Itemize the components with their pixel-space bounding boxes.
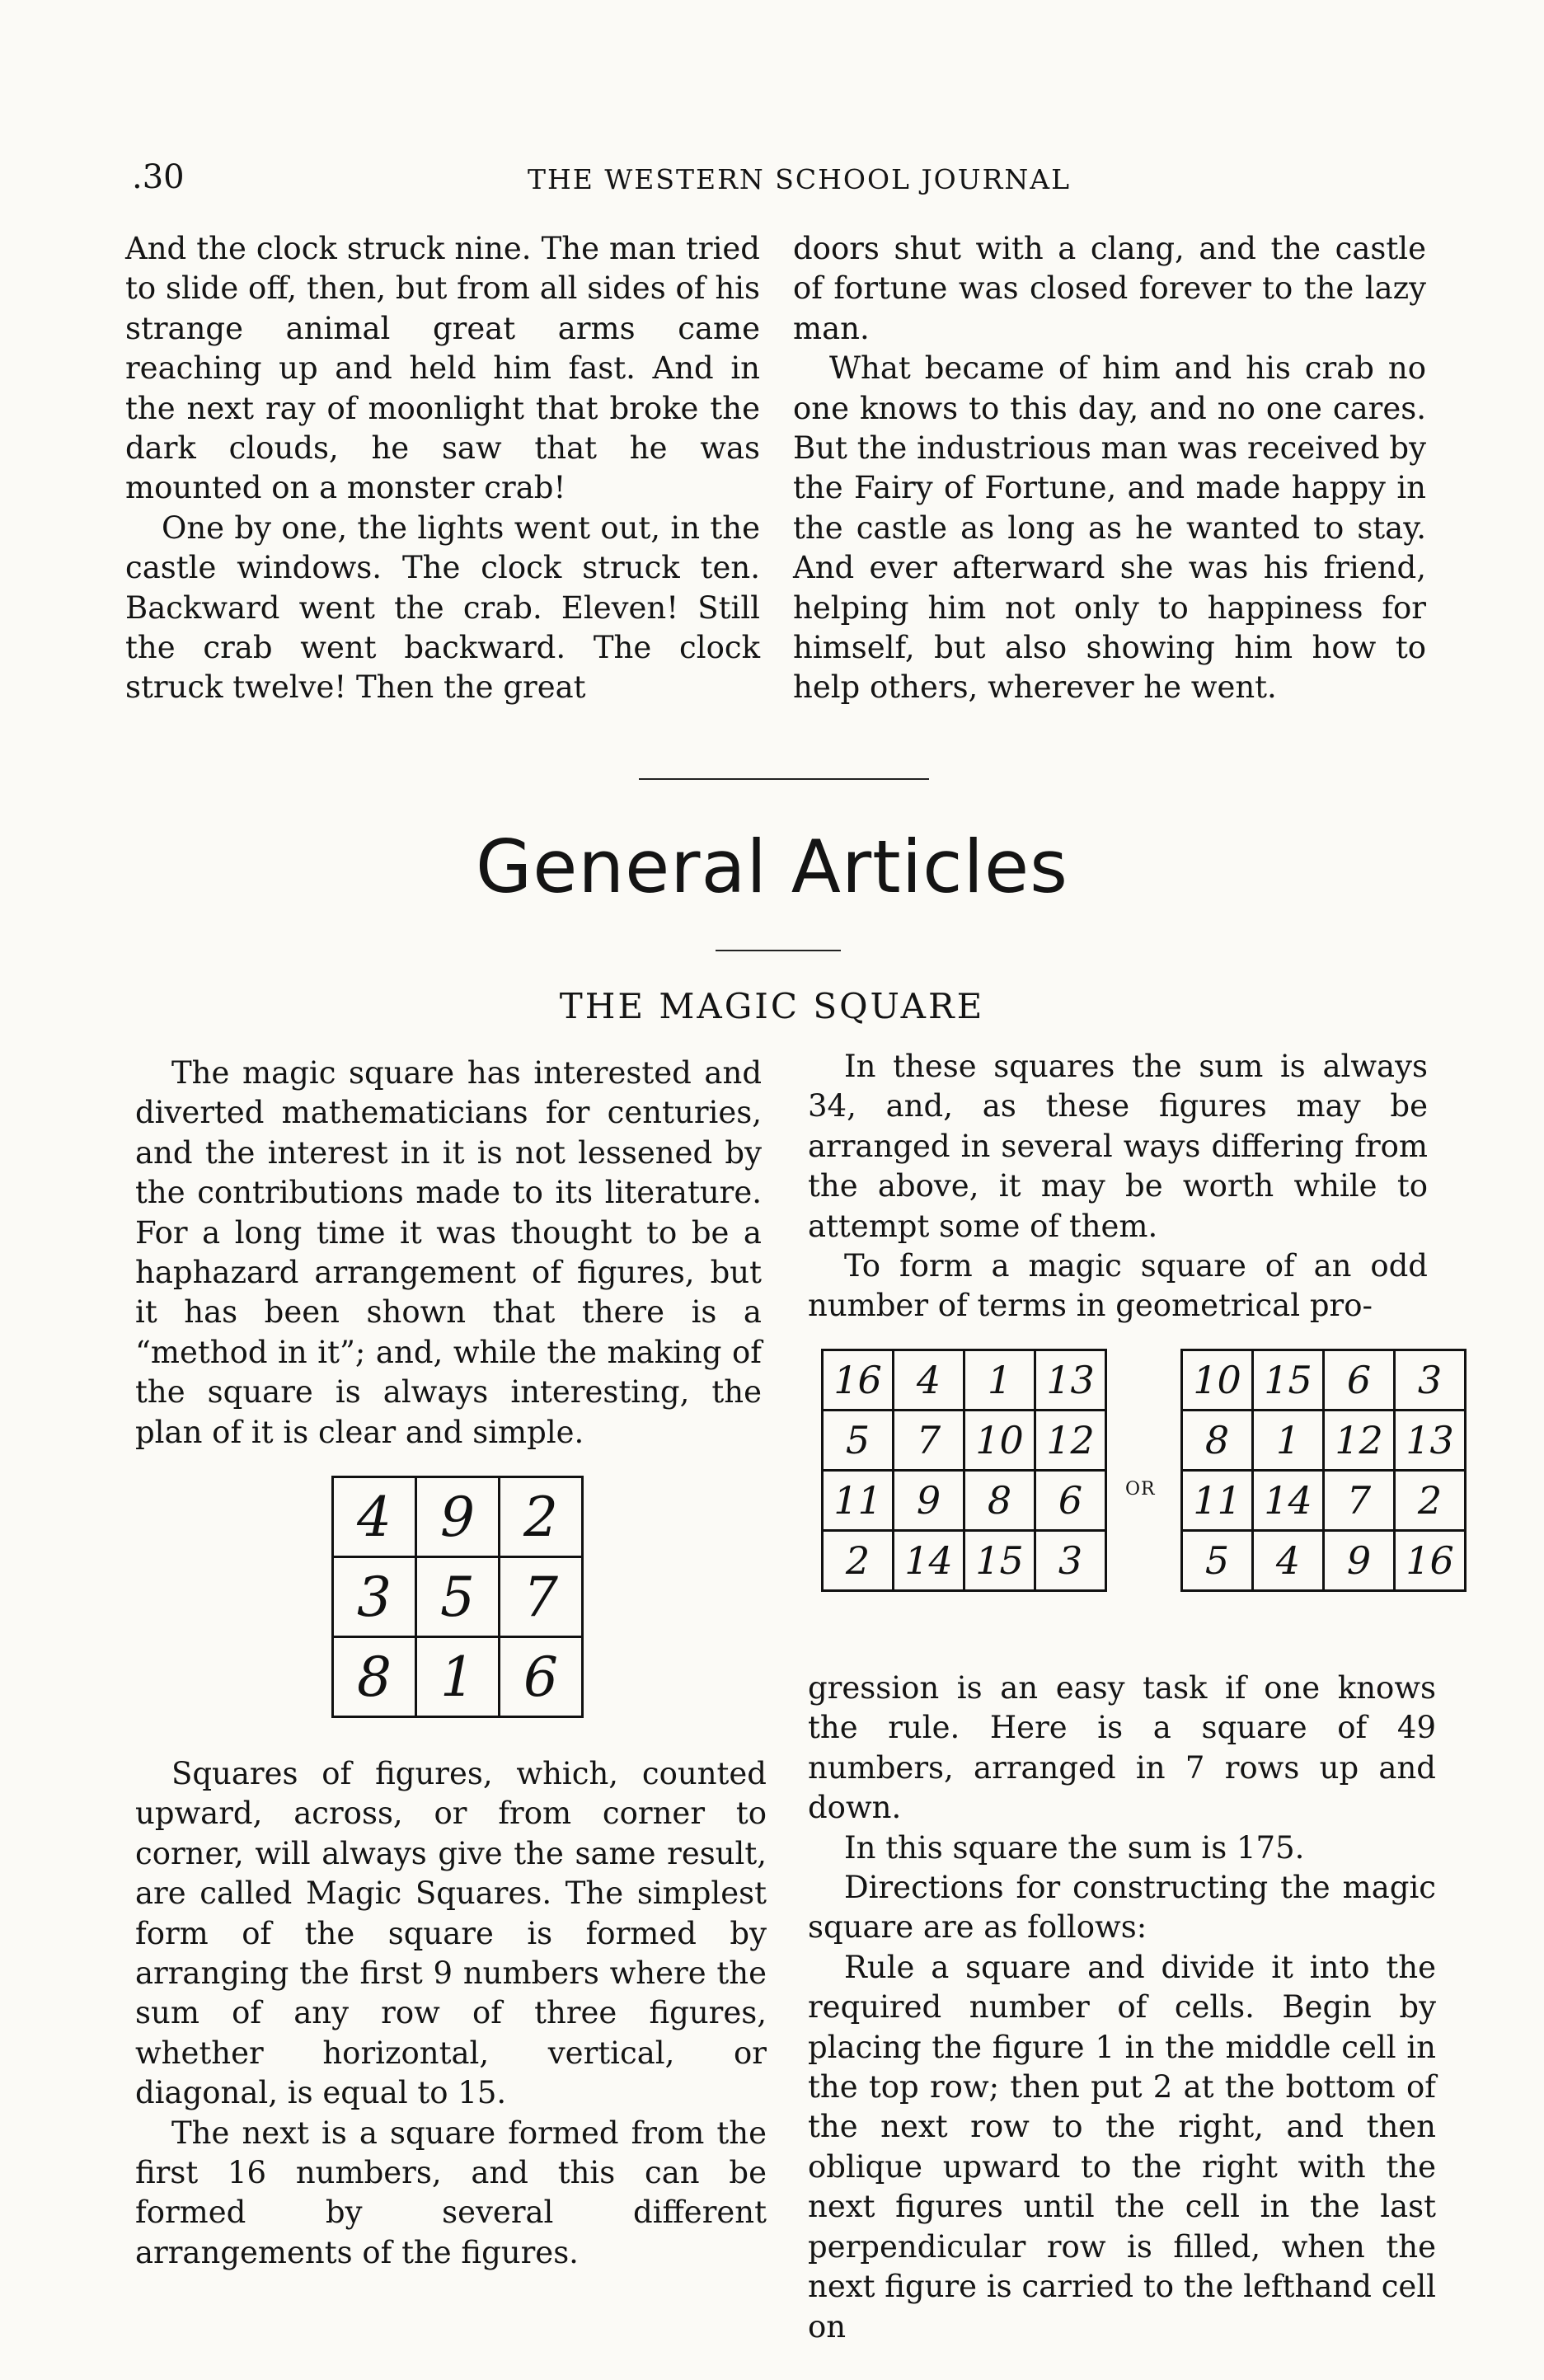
square-cell: 1 bbox=[964, 1350, 1035, 1411]
square-cell: 1 bbox=[1253, 1411, 1324, 1471]
square-cell: 4 bbox=[333, 1477, 416, 1557]
square-cell: 13 bbox=[1035, 1350, 1106, 1411]
square-cell: 5 bbox=[1182, 1531, 1253, 1591]
square-cell: 9 bbox=[416, 1477, 500, 1557]
page-number: .30 bbox=[132, 158, 185, 196]
magic-square-4x4-a bbox=[821, 1349, 1107, 1592]
square-cell: 2 bbox=[823, 1531, 894, 1591]
square-cell: 12 bbox=[1324, 1411, 1395, 1471]
square-cell: 1 bbox=[416, 1637, 500, 1717]
story-paragraph: One by one, the lights went out, in the castle windows. The clock struck ten. Backward went the crab. Eleven! Still the crab went backward. The clock struck twelve! Then the great bbox=[125, 509, 760, 706]
article-title: THE MAGIC SQUARE bbox=[559, 986, 985, 1026]
square-cell: 2 bbox=[500, 1477, 583, 1557]
section-divider bbox=[639, 778, 929, 780]
article-paragraph: gression is an easy task if one knows the rule. Here is a square of 49 numbers, arranged in 7 rows up and down. bbox=[808, 1670, 1436, 1826]
square-cell: 3 bbox=[333, 1557, 416, 1637]
square-cell: 3 bbox=[1395, 1350, 1466, 1411]
article-paragraph: Rule a square and divide it into the required number of cells. Begin by placing the figure 1 in the middle cell in the top row; then put 2 at the bottom of the next row to the right, and then oblique upward to the right with the next figures until the cell in the last perpendicular row is filled, when the next figure is carried to the lefthand cell on bbox=[808, 1949, 1436, 2345]
square-cell: 2 bbox=[1395, 1471, 1466, 1531]
square-cell: 5 bbox=[416, 1557, 500, 1637]
square-cell: 16 bbox=[1395, 1531, 1466, 1591]
article-paragraph: The next is a square formed from the first 16 numbers, and this can be formed by several different arrangements of the figures. bbox=[135, 2115, 767, 2270]
square-cell: 7 bbox=[894, 1411, 964, 1471]
square-cell: 15 bbox=[964, 1531, 1035, 1591]
square-cell: 7 bbox=[1324, 1471, 1395, 1531]
square-cell: 8 bbox=[333, 1637, 416, 1717]
article-paragraph: In these squares the sum is always 34, and, as these figures may be arranged in several ways differing from the above, it may be worth while to attempt some of them. bbox=[808, 1049, 1428, 1244]
square-cell: 11 bbox=[823, 1471, 894, 1531]
square-cell: 16 bbox=[823, 1350, 894, 1411]
story-column-left bbox=[125, 229, 760, 708]
square-cell: 7 bbox=[500, 1557, 583, 1637]
magic-square-3x3 bbox=[331, 1476, 584, 1718]
square-cell: 10 bbox=[964, 1411, 1035, 1471]
article-paragraph: The magic square has interested and diverted mathematicians for centuries, and the interest in it is not lessened by the contributions made to its literature. For a long time it was thought to be a haphazard arrangement of figures, but it has been shown that there is a “method in it”; and, while the making of the square is always interesting, the plan of it is clear and simple. bbox=[135, 1055, 762, 1450]
article-paragraph: Directions for constructing the magic square are as follows: bbox=[808, 1870, 1436, 1946]
square-cell: 14 bbox=[1253, 1471, 1324, 1531]
square-cell: 6 bbox=[1035, 1471, 1106, 1531]
square-cell: 6 bbox=[1324, 1350, 1395, 1411]
square-cell: 12 bbox=[1035, 1411, 1106, 1471]
square-cell: 13 bbox=[1395, 1411, 1466, 1471]
square-cell: 10 bbox=[1182, 1350, 1253, 1411]
square-cell: 5 bbox=[823, 1411, 894, 1471]
square-cell: 9 bbox=[1324, 1531, 1395, 1591]
article-paragraph: To form a magic square of an odd number of terms in geometrical pro- bbox=[808, 1248, 1428, 1324]
or-label: OR bbox=[1125, 1479, 1156, 1500]
square-cell: 11 bbox=[1182, 1471, 1253, 1531]
square-cell: 15 bbox=[1253, 1350, 1324, 1411]
article-paragraph: In this square the sum is 175. bbox=[844, 1829, 1305, 1866]
magic-square-4x4-b bbox=[1180, 1349, 1467, 1592]
story-column-right bbox=[793, 229, 1426, 708]
article-column-left-bottom bbox=[135, 1754, 767, 2273]
square-cell: 4 bbox=[1253, 1531, 1324, 1591]
square-cell: 14 bbox=[894, 1531, 964, 1591]
story-paragraph: And the clock struck nine. The man tried to slide off, then, but from all sides of his strange animal great arms came reaching up and held him fast. And in the next ray of moonlight that broke the dark clouds, he saw that he was mounted on a monster crab! bbox=[125, 231, 760, 506]
title-divider bbox=[716, 950, 841, 951]
square-cell: 4 bbox=[894, 1350, 964, 1411]
article-column-right-top bbox=[808, 1047, 1428, 1326]
article-paragraph: Squares of figures, which, counted upward, across, or from corner to corner, will always give the same result, are called Magic Squares. The simplest form of the square is formed by arranging the first 9 numbers where the sum of any row of three figures, whether horizontal, vertical, or diagonal, is equal to 15. bbox=[135, 1756, 767, 2111]
article-column-right-bottom bbox=[808, 1669, 1436, 2347]
square-cell: 3 bbox=[1035, 1531, 1106, 1591]
article-column-left-top bbox=[135, 1054, 762, 1453]
story-paragraph: What became of him and his crab no one knows to this day, and no one cares. But the industrious man was received by the Fairy of Fortune, and made happy in the castle as long as he wanted to stay. And ever afterward she was his friend, helping him not only to happiness for himself, but also showing him how to help others, wherever he went. bbox=[793, 350, 1426, 706]
story-paragraph: doors shut with a clang, and the castle of fortune was closed forever to the lazy man. bbox=[793, 231, 1426, 346]
section-title: General Articles bbox=[476, 824, 1068, 909]
square-cell: 6 bbox=[500, 1637, 583, 1717]
square-cell: 8 bbox=[1182, 1411, 1253, 1471]
journal-title: THE WESTERN SCHOOL JOURNAL bbox=[528, 163, 1072, 195]
square-cell: 9 bbox=[894, 1471, 964, 1531]
square-cell: 8 bbox=[964, 1471, 1035, 1531]
